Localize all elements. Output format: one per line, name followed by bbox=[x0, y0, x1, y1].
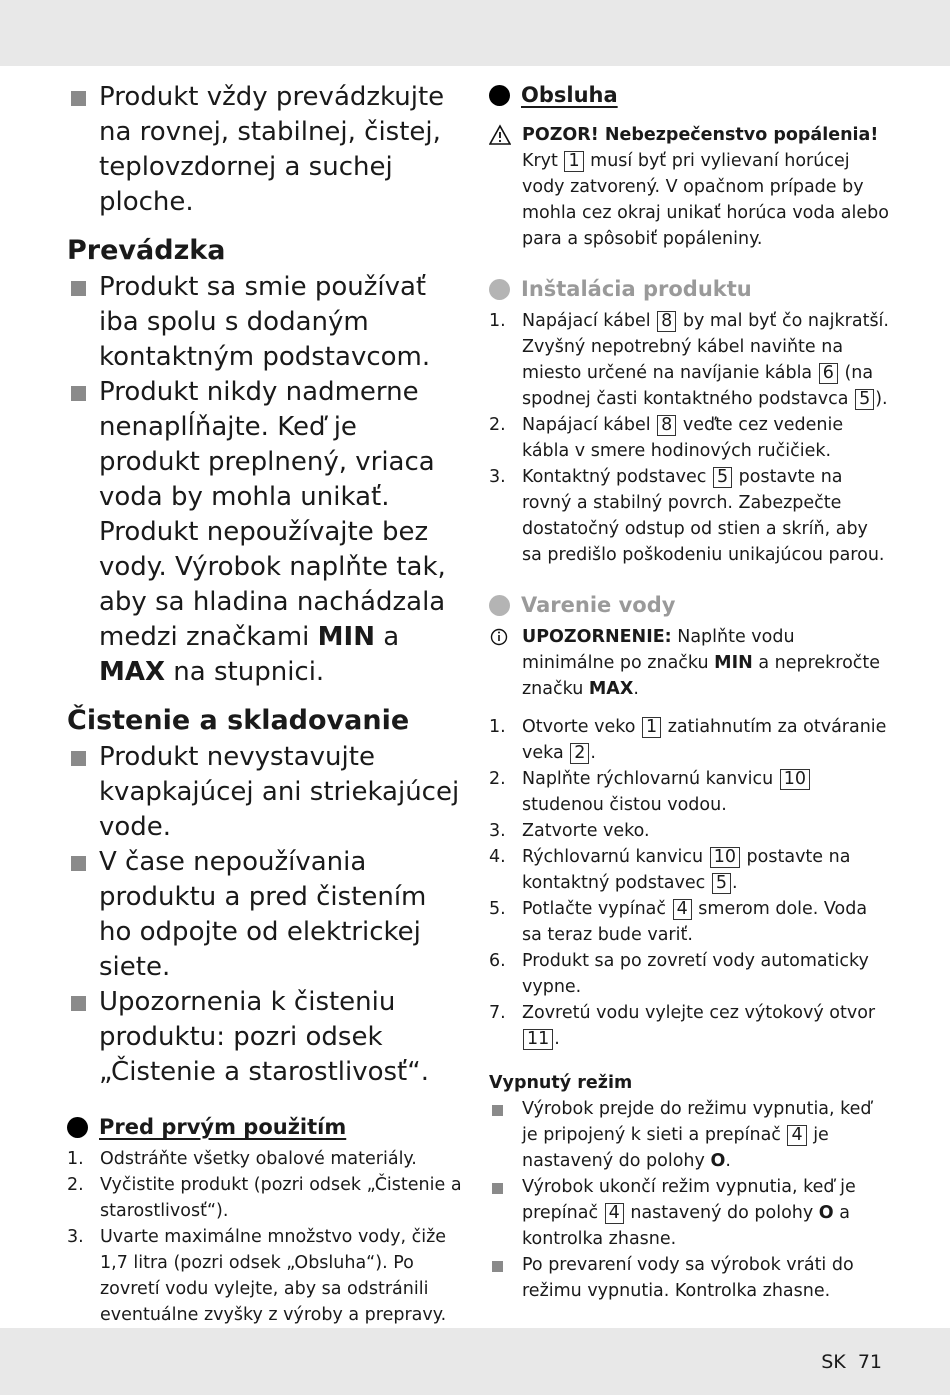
warning-note: POZOR! Nebezpečenstvo popálenia! Kryt 1 musí byť pri vylievaní horúcej vody zatvorený. V opačnom prípade by mohla cez okraj unikať horúca voda alebo para a spôsobiť popáleniny. bbox=[489, 122, 889, 252]
part-ref: 10 bbox=[710, 847, 740, 868]
part-ref: 4 bbox=[605, 1203, 624, 1224]
bullet-item: Produkt nevystavujte kvapkajúcej ani striekajúcej vode. bbox=[67, 740, 462, 845]
heading-cistenie: Čistenie a skladovanie bbox=[67, 705, 410, 736]
list-item: 2. Naplňte rýchlovarnú kanvicu 10 studenou čistou vodou. bbox=[489, 766, 889, 818]
part-ref: 11 bbox=[523, 1029, 553, 1050]
list-item: Po prevarení vody sa výrobok vráti do režimu vypnutia. Kontrolka zhasne. bbox=[489, 1252, 889, 1304]
heading-obsluha: Obsluha bbox=[489, 80, 889, 110]
circle-bullet-icon bbox=[67, 1117, 88, 1138]
circle-bullet-icon bbox=[489, 85, 510, 106]
part-ref: 8 bbox=[657, 415, 676, 436]
bullet-item: Upozornenia k čisteniu produktu: pozri odsek „Čistenie a starostlivosť“. bbox=[67, 985, 462, 1090]
square-bullet-icon bbox=[71, 751, 86, 766]
numbered-list bbox=[67, 1146, 462, 1328]
heading-pred-prvym: Pred prvým použitím bbox=[67, 1112, 462, 1142]
bullet-item: Produkt sa smie používať iba spolu s dodaným kontaktným podstavcom. bbox=[67, 270, 462, 375]
bullet-item: Produkt nikdy nadmerne nenaplĺňajte. Keď je produkt preplnený, vriaca voda by mohla unikať. Produkt nepoužívajte bez vody. Výrobok naplňte tak, aby sa hladina nachádzala medzi značkami MIN a MAX na stupnici. bbox=[67, 375, 462, 690]
part-ref: 5 bbox=[712, 873, 731, 894]
header-band bbox=[0, 0, 950, 66]
info-icon bbox=[489, 626, 511, 648]
part-ref: 2 bbox=[570, 743, 589, 764]
list-item: 2. Napájací kábel 8 veďte cez vedenie kábla v smere hodinových ručičiek. bbox=[489, 415, 844, 461]
square-bullet-icon bbox=[492, 1261, 503, 1272]
list-item: 1. Odstráňte všetky obalové materiály. bbox=[67, 1149, 417, 1169]
list-item: 6. Produkt sa po zovretí vody automaticky vypne. bbox=[489, 951, 869, 997]
bullet-item: Produkt vždy prevádzkujte na rovnej, stabilnej, čistej, teplovzdornej a suchej ploche. bbox=[67, 80, 462, 220]
bullet-item: V čase nepoužívania produktu a pred čistením ho odpojte od elektrickej siete. bbox=[67, 845, 462, 985]
part-ref: 5 bbox=[713, 467, 732, 488]
bullet-list bbox=[489, 1096, 889, 1304]
part-ref: 8 bbox=[657, 311, 676, 332]
list-item: 1. Otvorte veko 1 zatiahnutím za otváranie veka 2 . bbox=[489, 717, 887, 763]
part-ref: 1 bbox=[642, 717, 661, 738]
list-item: 2. Vyčistite produkt (pozri odsek „Čistenie a starostlivosť“). bbox=[67, 1175, 462, 1221]
part-ref: 1 bbox=[564, 151, 583, 172]
footer-band bbox=[0, 1328, 950, 1395]
list-item: 3. Uvarte maximálne množstvo vody, čiže 1,7 litra (pozri odsek „Obsluha“). Po zovretí vodu vylejte, aby sa odstránili eventuálne zvyšky z výroby a prepravy. bbox=[67, 1227, 447, 1325]
numbered-list bbox=[489, 308, 889, 568]
right-column bbox=[489, 80, 889, 1304]
warning-triangle-icon bbox=[489, 124, 511, 146]
list-item: 3. Zatvorte veko. bbox=[489, 821, 650, 841]
square-bullet-icon bbox=[71, 996, 86, 1011]
list-item: 7. Zovretú vodu vylejte cez výtokový otvor 11 . bbox=[489, 1003, 876, 1049]
square-bullet-icon bbox=[71, 386, 86, 401]
left-column bbox=[67, 80, 462, 1328]
heading-instalacia: Inštalácia produktu bbox=[489, 274, 889, 304]
numbered-list bbox=[489, 714, 889, 1052]
page-number: SK 71 bbox=[821, 1351, 882, 1373]
list-item: Výrobok ukončí režim vypnutia, keď je prepínač 4 nastavený do polohy O a kontrolka zhasne. bbox=[489, 1174, 889, 1252]
heading-vypnuty-rezim: Vypnutý režim bbox=[489, 1073, 633, 1093]
square-bullet-icon bbox=[71, 281, 86, 296]
circle-bullet-icon bbox=[489, 279, 510, 300]
list-item: 4. Rýchlovarnú kanvicu 10 postavte na kontaktný podstavec 5 . bbox=[489, 847, 851, 893]
list-item: Výrobok prejde do režimu vypnutia, keď je pripojený k sieti a prepínač 4 je nastavený do polohy O. bbox=[489, 1096, 889, 1174]
heading-prevadzka: Prevádzka bbox=[67, 235, 226, 266]
square-bullet-icon bbox=[492, 1183, 503, 1194]
circle-bullet-icon bbox=[489, 595, 510, 616]
list-item: 3. Kontaktný podstavec 5 postavte na rovný a stabilný povrch. Zabezpečte dostatočný odstup od stien a skríň, aby sa predišlo poškodeniu unikajúcou parou. bbox=[489, 467, 885, 565]
part-ref: 5 bbox=[855, 389, 874, 410]
square-bullet-icon bbox=[492, 1105, 503, 1116]
heading-varenie: Varenie vody bbox=[489, 590, 889, 620]
part-ref: 10 bbox=[780, 769, 810, 790]
square-bullet-icon bbox=[71, 91, 86, 106]
part-ref: 6 bbox=[819, 363, 838, 384]
info-note: UPOZORNENIE: Naplňte vodu minimálne po značku MIN a neprekročte značku MAX. bbox=[489, 624, 889, 702]
part-ref: 4 bbox=[787, 1125, 806, 1146]
part-ref: 4 bbox=[673, 899, 692, 920]
square-bullet-icon bbox=[71, 856, 86, 871]
list-item: 1. Napájací kábel 8 by mal byť čo najkratší. Zvyšný nepotrebný kábel naviňte na miesto určené na navíjanie kábla 6 (na spodnej časti kontaktného podstavca 5 ). bbox=[489, 311, 889, 409]
list-item: 5. Potlačte vypínač 4 smerom dole. Voda sa teraz bude variť. bbox=[489, 899, 868, 945]
